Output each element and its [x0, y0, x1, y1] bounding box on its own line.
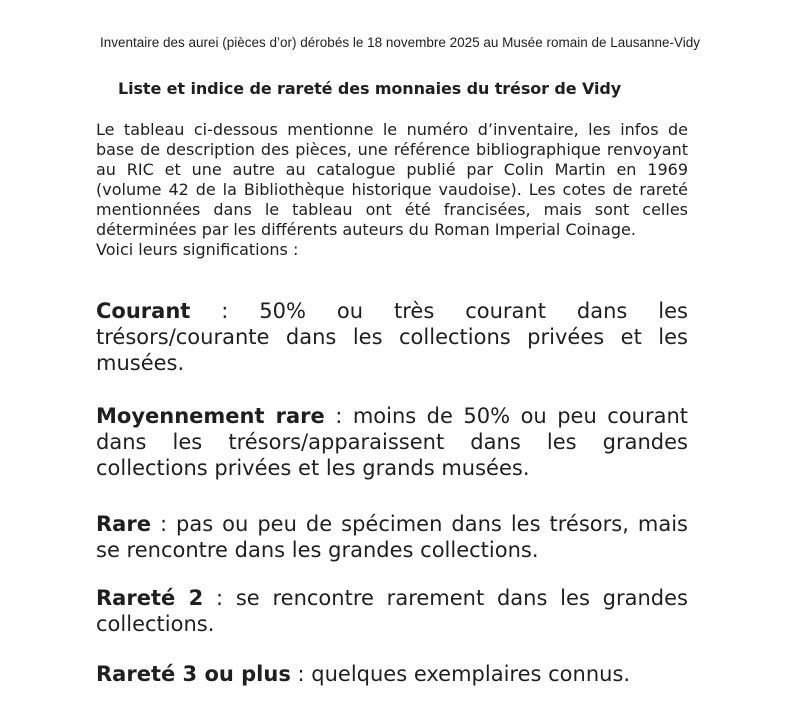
definition-item-moyennement-rare — [96, 403, 688, 481]
definition-text: moins de 50% ou peu courant dans les trésors/⁠apparaissent dans les grandes collections privées et les grands musées. — [96, 404, 688, 480]
definition-term: Rare — [96, 512, 151, 536]
definition-text: se rencontre rarement dans les grandes collections. — [96, 586, 688, 636]
definition-item-courant — [96, 298, 688, 376]
definition-item-rarete-2 — [96, 585, 688, 637]
definition-text: 50% ou très courant dans les trésors/⁠courante dans les collections privées et les musées. — [96, 299, 688, 375]
intro-closing-line: Voici leurs significations : — [96, 240, 299, 259]
definition-term: Moyennement rare — [96, 404, 325, 428]
colon-separator: : — [150, 512, 177, 536]
document-header-line: Inventaire des aurei (pièces d’or) dérobés le 18 novembre 2025 au Musée romain de Lausanne-Vidy — [99, 35, 701, 50]
definition-item-rarete-3-ou-plus — [96, 661, 688, 687]
colon-separator: : — [190, 299, 260, 323]
colon-separator: : — [203, 586, 236, 610]
definition-term: Rareté 2 — [96, 586, 204, 610]
colon-separator: : — [324, 404, 353, 428]
definition-text: pas ou peu de spécimen dans les trésors, mais se rencontre dans les grandes collections. — [96, 512, 688, 562]
definition-term: Rareté 3 ou plus — [96, 662, 291, 686]
definition-text: quelques exemplaires connus. — [311, 662, 631, 686]
intro-paragraph: Le tableau ci-dessous mentionne le numéro d’inventaire, les infos de base de description des pièces, une référence bibliographique renvoyant au RIC et une autre au catalogue publié par Colin Martin en 1969 (volume 42 de la Bibliothèque historique vaudoise). Les cotes de rareté mentionnées dans le tableau ont été francisées, mais sont celles déterminées par les différents auteurs du Roman Imperial Coinage. — [96, 120, 688, 239]
definition-term: Courant — [96, 299, 191, 323]
page-title: Liste et indice de rareté des monnaies du trésor de Vidy — [118, 79, 622, 98]
colon-separator: : — [290, 662, 312, 686]
definition-item-rare — [96, 511, 688, 563]
